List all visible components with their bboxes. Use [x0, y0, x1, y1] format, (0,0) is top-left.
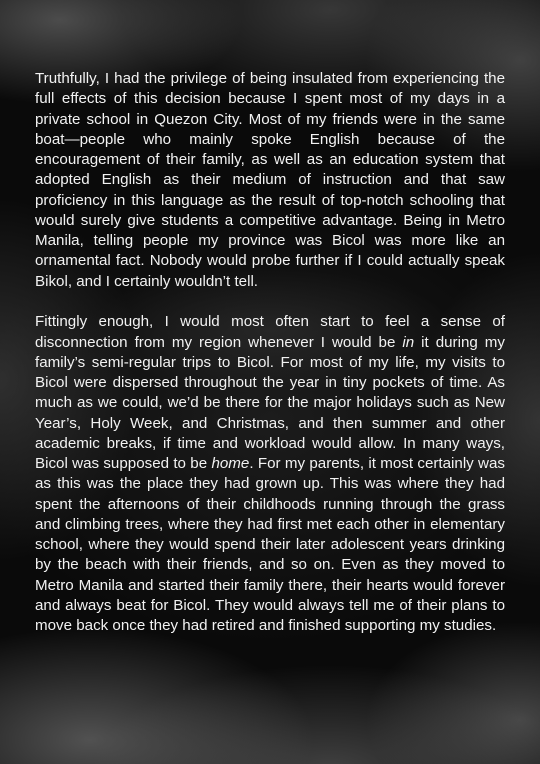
emphasis-home: home	[211, 455, 250, 472]
body-text	[35, 69, 505, 636]
emphasis-in: in	[402, 333, 415, 351]
paragraph-2-text-c: . For my parents, it most certainly was as this was the place they had grown up. This was where they had spent the afternoons of their childhoods running through the grass and climbing trees, where they had first met each other in elementary school, where they would spend their later adolescent years drinking by the beach with their friends, and so on. Even as they moved to Metro Manila and started their family there, their hearts would forever and always beat for Bicol. They would always tell me of their plans to move back once they had retired and finished supporting my studies.	[35, 455, 505, 634]
paragraph-2-text-b: it during my family’s semi-regular trips to Bicol. For most of my life, my visits to Bicol were dispersed throughout the year in tiny pockets of time. As much as we could, we’d be there for the major holidays such as New Year’s, Holy Week, and Christmas, and then summer and other academic breaks, if time and workload would allow. In many ways, Bicol was supposed to be	[35, 333, 505, 472]
paragraph-2-text-a: Fittingly enough, I would most often start to feel a sense of disconnection from my region whenever I would be	[35, 313, 505, 351]
paragraph-1-text: Truthfully, I had the privilege of being insulated from experiencing the full effects of this decision because I spent most of my days in a private school in Quezon City. Most of my friends were in the same boat—people who mainly spoke English because of the encouragement of their family, as well as an education system that adopted English as their medium of instruction and that saw proficiency in this language as the result of top-notch schooling that would surely give students a competitive advantage. Being in Metro Manila, telling people my province was Bicol was more like an ornamental fact. Nobody would probe further if I could actually speak Bikol, and I certainly wouldn’t tell.	[35, 70, 505, 290]
paragraph-2	[35, 312, 505, 636]
paragraph-1	[35, 69, 505, 292]
